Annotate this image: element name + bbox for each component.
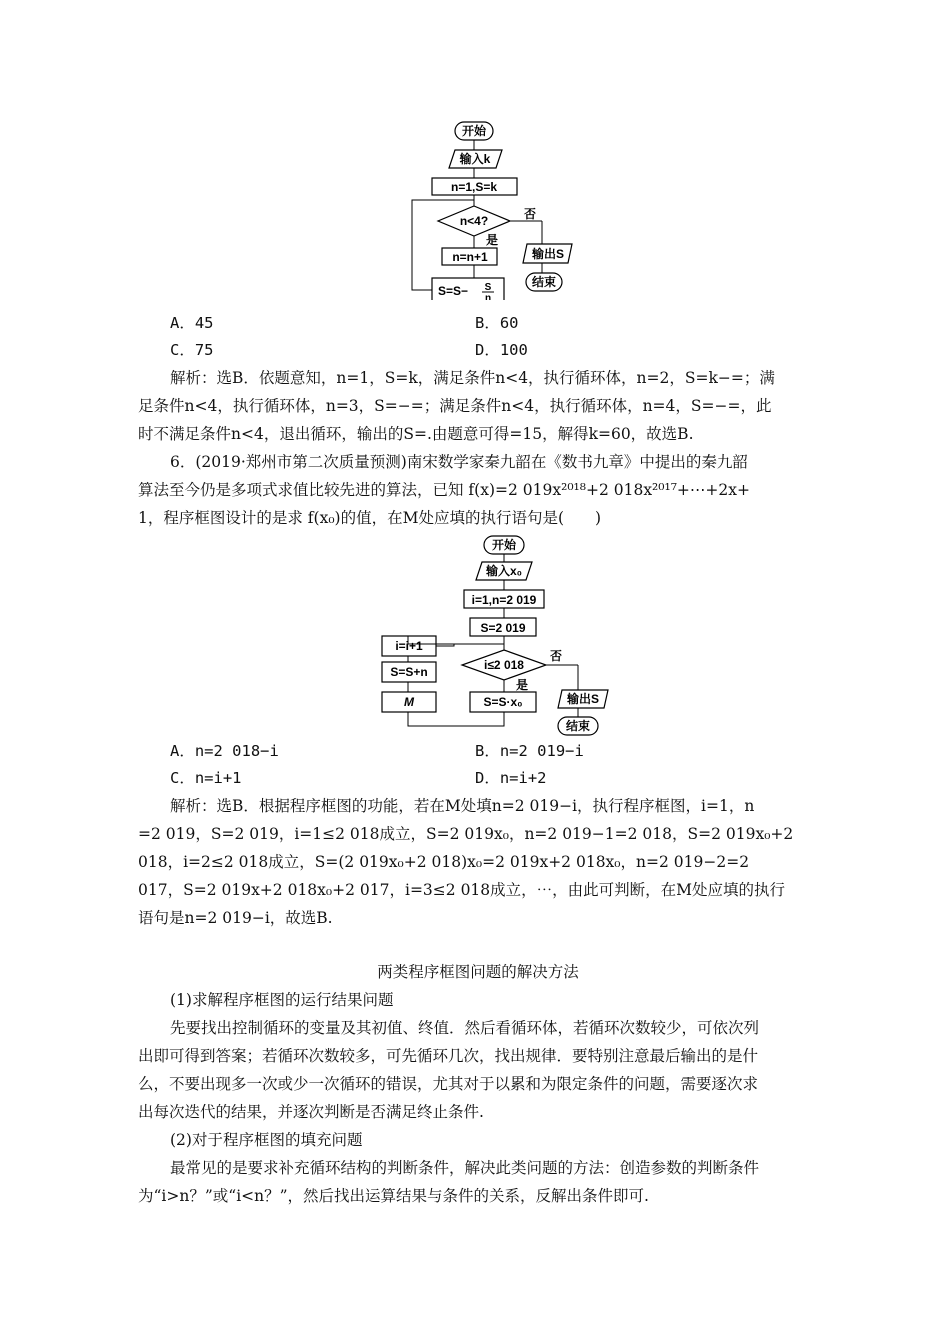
method-subtitle-1: (1)求解程序框图的运行结果问题 <box>170 991 394 1009</box>
s-init-label: S=2 019 <box>480 621 526 635</box>
q6-analysis-line: =2 019，S=2 019，i=1≤2 018成立，S=2 019x₀，n=2 019−1=2 018，S=2 019x₀+2 <box>138 825 794 843</box>
method-paragraph-2-line: 为“i>n？”或“i<n？”，然后找出运算结果与条件的关系，反解出条件即可. <box>138 1187 649 1205</box>
init-label: n=1,S=k <box>450 180 498 194</box>
method-title: 两类程序框图问题的解决方法 <box>377 963 579 981</box>
q6-option-a: A．n=2 018−i <box>170 742 279 760</box>
flowchart-2 <box>378 532 618 738</box>
q6-option-c: C．n=i+1 <box>170 769 242 787</box>
method-paragraph-1-line: 先要找出控制循环的变量及其初值、终值．然后看循环体，若循环次数较少，可依次列 <box>170 1019 760 1037</box>
increment-label: n=n+1 <box>452 250 488 264</box>
q6-stem-line: 6．(2019·郑州市第二次质量预测)南宋数学家秦九韶在《数书九章》中提出的秦九韶 <box>170 453 748 471</box>
update-numerator: S <box>484 282 492 293</box>
to-m-line <box>408 712 504 726</box>
update-prefix: S=S− <box>438 284 469 298</box>
yes-label: 是 <box>516 678 529 692</box>
q6-stem-line: 算法至今仍是多项式求值比较先进的算法，已知 f(x)=2 019x²⁰¹⁸+2 018x²⁰¹⁷+⋯+2x+ <box>138 481 750 499</box>
output-label: 输出S <box>531 247 565 261</box>
method-paragraph-2-line: 最常见的是要求补充循环结构的判断条件，解决此类问题的方法：创造参数的判断条件 <box>170 1159 760 1177</box>
condition-label: i≤2 018 <box>484 658 524 672</box>
q6-stem-line: 1，程序框图设计的是求 f(x₀)的值，在M处应填的执行语句是( ) <box>138 509 602 527</box>
condition-label: n<4? <box>459 214 489 228</box>
input-label: 输入k <box>459 152 491 166</box>
q6-option-b: B．n=2 019−i <box>475 742 584 760</box>
q6-option-d: D．n=i+2 <box>475 769 547 787</box>
output-label: 输出S <box>566 692 600 706</box>
q5-option-c: C．75 <box>170 341 214 359</box>
s-add-label: S=S+n <box>390 665 428 679</box>
method-subtitle-2: (2)对于程序框图的填充问题 <box>170 1131 363 1149</box>
q5-option-a: A．45 <box>170 314 214 332</box>
q5-analysis-line: 时不满足条件n<4，退出循环，输出的S=.由题意可得=15，解得k=60，故选B. <box>138 425 694 443</box>
no-label: 否 <box>550 649 563 663</box>
q5-option-b: B．60 <box>475 314 519 332</box>
init-label: i=1,n=2 019 <box>471 593 537 607</box>
m-label: M <box>404 695 414 709</box>
method-paragraph-1-line: 么，不要出现多一次或少一次循环的错误，尤其对于以累和为限定条件的问题，需要逐次求 <box>138 1075 759 1093</box>
method-paragraph-1-line: 出每次迭代的结果，并逐次判断是否满足终止条件. <box>138 1103 484 1121</box>
q6-analysis-line: 语句是n=2 019−i，故选B. <box>138 909 333 927</box>
q5-option-d: D．100 <box>475 341 528 359</box>
input-label: 输入x₀ <box>485 564 523 578</box>
q6-analysis-line: 017，S=2 019x+2 018x₀+2 017，i=3≤2 018成立，⋯，由此可判断，在M处应填的执行 <box>138 881 786 899</box>
end-label: 结束 <box>565 719 591 733</box>
method-paragraph-1-line: 出即可得到答案；若循环次数较多，可先循环几次，找出规律．要特别注意最后输出的是什 <box>138 1047 759 1065</box>
end-label: 结束 <box>531 275 557 289</box>
yes-label: 是 <box>486 233 499 247</box>
q6-analysis-line: 018，i=2≤2 018成立，S=(2 019x₀+2 018)x₀=2 019x+2 018x₀，n=2 019−2=2 <box>138 853 750 871</box>
update-label: S=S·x₀ <box>483 695 523 709</box>
q6-analysis-line: 解析：选B．根据程序框图的功能，若在M处填n=2 019−i，执行程序框图，i=1，n <box>170 797 755 815</box>
no-label: 否 <box>524 207 537 221</box>
flowchart-1 <box>400 118 580 300</box>
start-label: 开始 <box>461 124 487 138</box>
q5-analysis-line: 足条件n<4，执行循环体，n=3，S=−=；满足条件n<4，执行循环体，n=4，S=−=，此 <box>138 397 772 415</box>
q5-analysis-line: 解析：选B．依题意知，n=1，S=k，满足条件n<4，执行循环体，n=2，S=k−=；满 <box>170 369 775 387</box>
inc-i-label: i=i+1 <box>395 639 423 653</box>
update-denominator: n <box>484 293 492 300</box>
start-label: 开始 <box>491 538 517 552</box>
